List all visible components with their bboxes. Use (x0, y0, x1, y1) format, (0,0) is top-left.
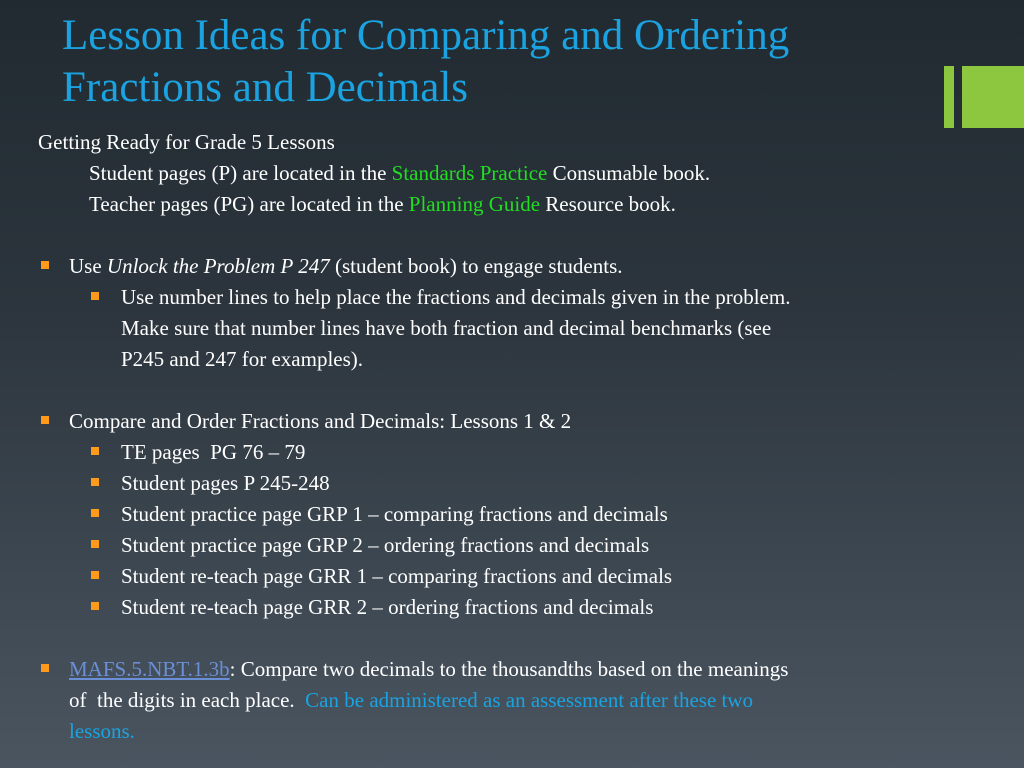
sub-bullet-item: Student pages P 245-248 (38, 468, 1008, 499)
sub-bullet-continuation: Make sure that number lines have both fraction and decimal benchmarks (see (121, 316, 772, 340)
sub-bullet-item: Student re-teach page GRR 2 – ordering fractions and decimals (38, 592, 1008, 623)
planning-guide-highlight: Planning Guide (408, 192, 541, 216)
bullet-mafs-standard: MAFS.5.NBT.1.3b: Compare two decimals to the thousandths based on the meanings (38, 654, 1008, 685)
square-bullet-icon (91, 478, 99, 486)
square-bullet-icon (91, 540, 99, 548)
square-bullet-icon (91, 447, 99, 455)
standards-practice-highlight: Standards Practice (391, 161, 548, 185)
slide-body (38, 127, 1008, 747)
sub-bullet-item: TE pages PG 76 – 79 (38, 437, 1008, 468)
intro-teacher-line: Teacher pages (PG) are located in the Planning Guide Resource book. (89, 192, 676, 216)
bullet-mafs-continuation (38, 716, 1008, 747)
square-bullet-icon (91, 509, 99, 517)
intro-heading: Getting Ready for Grade 5 Lessons (38, 130, 335, 154)
sub-bullet-item: Student re-teach page GRR 1 – comparing fractions and decimals (38, 561, 1008, 592)
square-bullet-icon (91, 292, 99, 300)
title-line-2: Fractions and Decimals (62, 64, 469, 111)
square-bullet-icon (41, 416, 49, 424)
sub-bullet-item: Student practice page GRP 2 – ordering fractions and decimals (38, 530, 1008, 561)
bullet-compare-order: Compare and Order Fractions and Decimals: Lessons 1 & 2 (38, 406, 1008, 437)
assessment-note-highlight: Can be administered as an assessment after these two (305, 688, 754, 712)
sub-bullet-continuation: P245 and 247 for examples). (121, 347, 364, 371)
square-bullet-icon (41, 261, 49, 269)
intro-student-line: Student pages (P) are located in the Standards Practice Consumable book. (89, 161, 711, 185)
slide-title (62, 10, 942, 114)
accent-bar-wide (962, 66, 1024, 128)
title-line-1: Lesson Ideas for Comparing and Ordering (62, 12, 790, 59)
assessment-note-highlight: lessons. (69, 719, 135, 743)
bullet-unlock-problem: Use Unlock the Problem P 247 (student book) to engage students. (38, 251, 1008, 282)
mafs-standard-link[interactable]: MAFS.5.NBT.1.3b (69, 657, 230, 681)
square-bullet-icon (91, 571, 99, 579)
sub-bullet-item: Student practice page GRP 1 – comparing fractions and decimals (38, 499, 1008, 530)
accent-bar-thin (944, 66, 954, 128)
bullet-mafs-continuation: of the digits in each place. Can be administered as an assessment after these two (69, 688, 754, 712)
square-bullet-icon (41, 664, 49, 672)
sub-bullet-number-lines: Use number lines to help place the fractions and decimals given in the problem. (38, 282, 1008, 313)
square-bullet-icon (91, 602, 99, 610)
